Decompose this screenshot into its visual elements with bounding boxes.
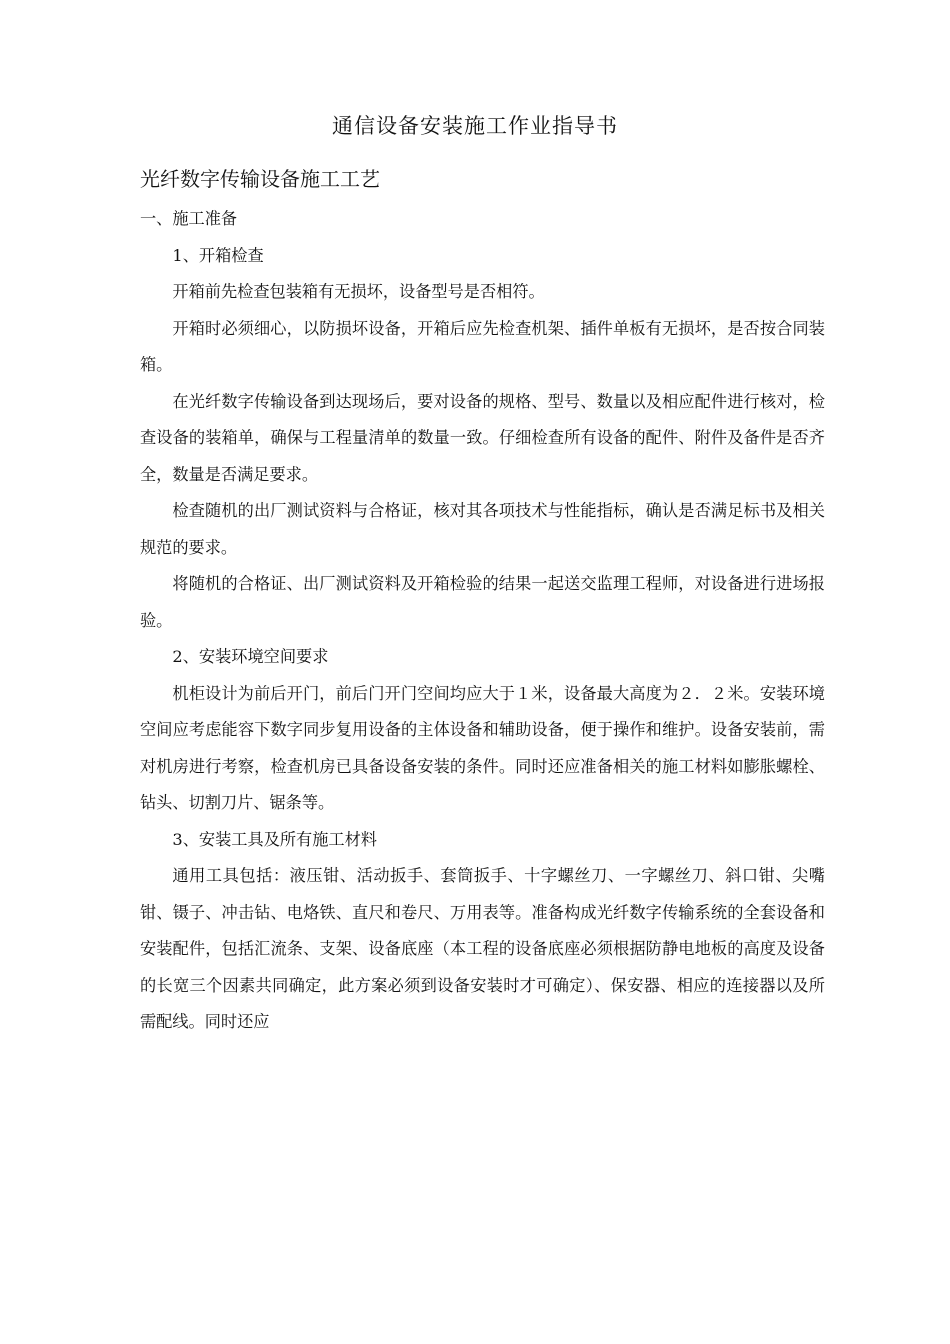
subheading-unpacking-inspection: 1、开箱检查 xyxy=(172,245,264,265)
paragraph: 将随机的合格证、出厂测试资料及开箱检验的结果一起送交监理工程师，对设备进行进场报验。 xyxy=(140,574,825,630)
document-body xyxy=(140,201,825,1041)
subheading-installation-environment: 2、安装环境空间要求 xyxy=(172,647,329,666)
subheading-tools-and-materials: 3、安装工具及所有施工材料 xyxy=(172,829,377,849)
paragraph: 在光纤数字传输设备到达现场后，要对设备的规格、型号、数量以及相应配件进行核对，检查设备的装箱单，确保与工程量清单的数量一致。仔细检查所有设备的配件、附件及备件是否齐全，数量是否满足要求。 xyxy=(140,391,825,484)
document-title: 通信设备安装施工作业指导书 xyxy=(332,114,618,138)
paragraph: 开箱时必须细心，以防损坏设备，开箱后应先检查机架、插件单板有无损坏，是否按合同装箱。 xyxy=(140,318,825,374)
section-title: 光纤数字传输设备施工工艺 xyxy=(140,167,380,191)
paragraph: 检查随机的出厂测试资料与合格证，核对其各项技术与性能指标，确认是否满足标书及相关规范的要求。 xyxy=(140,501,825,557)
paragraph: 机柜设计为前后开门，前后门开门空间均应大于１米，设备最大高度为２．２米。安装环境空间应考虑能容下数字同步复用设备的主体设备和辅助设备，便于操作和维护。设备安装前，需对机房进行考察，检查机房已具备设备安装的条件。同时还应准备相关的施工材料如膨胀螺栓、钻头、切割刀片、锯条等。 xyxy=(140,683,825,812)
heading-construction-preparation: 一、施工准备 xyxy=(140,209,238,228)
paragraph: 开箱前先检查包装箱有无损坏，设备型号是否相符。 xyxy=(172,282,545,301)
paragraph: 通用工具包括：液压钳、活动扳手、套筒扳手、十字螺丝刀、一字螺丝刀、斜口钳、尖嘴钳、镊子、冲击钻、电烙铁、直尺和卷尺、万用表等。准备构成光纤数字传输系统的全套设备和安装配件，包括汇流条、支架、设备底座（本工程的设备底座必须根据防静电地板的高度及设备的长宽三个因素共同确定，此方案必须到设备安装时才可确定）、保安器、相应的连接器以及所需配线。同时还应 xyxy=(140,866,825,1031)
